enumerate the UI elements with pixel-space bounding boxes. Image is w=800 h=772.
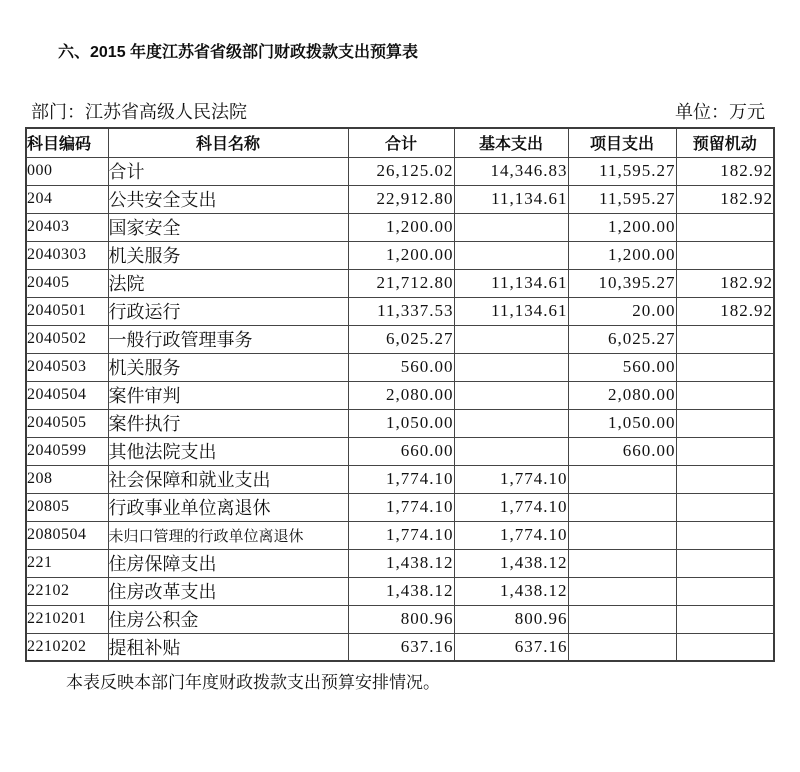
footnote: 本表反映本部门年度财政拨款支出预算安排情况。 xyxy=(66,673,440,692)
table-row xyxy=(26,185,774,213)
cell-basic: 11,134.61 xyxy=(454,269,568,297)
cell-code: 22102 xyxy=(26,577,108,605)
cell-reserve: 182.92 xyxy=(676,297,774,325)
table-row xyxy=(26,437,774,465)
table-row xyxy=(26,633,774,661)
table-row xyxy=(26,325,774,353)
cell-total: 660.00 xyxy=(348,437,454,465)
cell-project: 20.00 xyxy=(568,297,676,325)
cell-basic: 1,774.10 xyxy=(454,521,568,549)
table-row xyxy=(26,297,774,325)
cell-name: 国家安全 xyxy=(108,213,348,241)
column-header-code: 科目编码 xyxy=(26,128,108,157)
column-header-project: 项目支出 xyxy=(568,128,676,157)
cell-reserve xyxy=(676,493,774,521)
cell-reserve xyxy=(676,437,774,465)
cell-reserve xyxy=(676,605,774,633)
cell-total: 1,774.10 xyxy=(348,493,454,521)
cell-basic: 1,774.10 xyxy=(454,465,568,493)
cell-project xyxy=(568,549,676,577)
cell-project xyxy=(568,465,676,493)
budget-table xyxy=(25,127,775,662)
cell-reserve xyxy=(676,465,774,493)
cell-reserve xyxy=(676,549,774,577)
table-row xyxy=(26,157,774,185)
cell-project: 11,595.27 xyxy=(568,157,676,185)
cell-reserve xyxy=(676,633,774,661)
cell-project xyxy=(568,633,676,661)
cell-code: 2040599 xyxy=(26,437,108,465)
table-row xyxy=(26,521,774,549)
cell-code: 2080504 xyxy=(26,521,108,549)
cell-total: 6,025.27 xyxy=(348,325,454,353)
cell-project: 6,025.27 xyxy=(568,325,676,353)
cell-total: 1,200.00 xyxy=(348,213,454,241)
cell-code: 2040502 xyxy=(26,325,108,353)
cell-code: 208 xyxy=(26,465,108,493)
table-meta-row xyxy=(31,103,765,122)
cell-code: 2210201 xyxy=(26,605,108,633)
cell-basic: 11,134.61 xyxy=(454,185,568,213)
cell-reserve xyxy=(676,325,774,353)
cell-name: 机关服务 xyxy=(108,353,348,381)
cell-total: 2,080.00 xyxy=(348,381,454,409)
cell-name: 行政事业单位离退休 xyxy=(108,493,348,521)
cell-project: 560.00 xyxy=(568,353,676,381)
cell-reserve: 182.92 xyxy=(676,185,774,213)
table-row xyxy=(26,409,774,437)
table-row xyxy=(26,465,774,493)
cell-total: 637.16 xyxy=(348,633,454,661)
cell-total: 26,125.02 xyxy=(348,157,454,185)
cell-reserve xyxy=(676,241,774,269)
cell-reserve xyxy=(676,381,774,409)
unit-label: 单位：万元 xyxy=(675,102,765,122)
cell-code: 000 xyxy=(26,157,108,185)
cell-name: 提租补贴 xyxy=(108,633,348,661)
cell-basic: 1,774.10 xyxy=(454,493,568,521)
cell-project xyxy=(568,521,676,549)
document-page xyxy=(0,44,800,772)
cell-project xyxy=(568,493,676,521)
cell-reserve: 182.92 xyxy=(676,269,774,297)
cell-name: 行政运行 xyxy=(108,297,348,325)
cell-basic: 11,134.61 xyxy=(454,297,568,325)
cell-total: 1,774.10 xyxy=(348,465,454,493)
cell-basic xyxy=(454,437,568,465)
cell-basic xyxy=(454,241,568,269)
cell-name: 未归口管理的行政单位离退休 xyxy=(108,521,348,549)
table-row xyxy=(26,241,774,269)
cell-project: 11,595.27 xyxy=(568,185,676,213)
cell-name: 机关服务 xyxy=(108,241,348,269)
cell-name: 案件执行 xyxy=(108,409,348,437)
cell-basic xyxy=(454,213,568,241)
cell-code: 20405 xyxy=(26,269,108,297)
table-row xyxy=(26,549,774,577)
column-header-name: 科目名称 xyxy=(108,128,348,157)
cell-code: 2040303 xyxy=(26,241,108,269)
cell-total: 1,050.00 xyxy=(348,409,454,437)
cell-name: 其他法院支出 xyxy=(108,437,348,465)
cell-code: 221 xyxy=(26,549,108,577)
cell-reserve xyxy=(676,213,774,241)
cell-project: 2,080.00 xyxy=(568,381,676,409)
column-header-basic: 基本支出 xyxy=(454,128,568,157)
cell-project xyxy=(568,577,676,605)
cell-total: 560.00 xyxy=(348,353,454,381)
cell-name: 社会保障和就业支出 xyxy=(108,465,348,493)
table-header-row xyxy=(26,128,774,157)
cell-name: 法院 xyxy=(108,269,348,297)
cell-basic: 14,346.83 xyxy=(454,157,568,185)
column-header-reserve: 预留机动 xyxy=(676,128,774,157)
cell-basic xyxy=(454,381,568,409)
cell-code: 2040503 xyxy=(26,353,108,381)
cell-project xyxy=(568,605,676,633)
cell-code: 20805 xyxy=(26,493,108,521)
cell-name: 住房改革支出 xyxy=(108,577,348,605)
cell-total: 1,438.12 xyxy=(348,577,454,605)
cell-code: 204 xyxy=(26,185,108,213)
cell-code: 2210202 xyxy=(26,633,108,661)
cell-code: 2040501 xyxy=(26,297,108,325)
department-label: 部门：江苏省高级人民法院 xyxy=(31,102,247,122)
table-row xyxy=(26,577,774,605)
cell-reserve xyxy=(676,353,774,381)
cell-project: 10,395.27 xyxy=(568,269,676,297)
cell-name: 住房保障支出 xyxy=(108,549,348,577)
cell-name: 公共安全支出 xyxy=(108,185,348,213)
cell-name: 住房公积金 xyxy=(108,605,348,633)
cell-basic xyxy=(454,325,568,353)
cell-total: 22,912.80 xyxy=(348,185,454,213)
cell-total: 800.96 xyxy=(348,605,454,633)
table-row xyxy=(26,213,774,241)
cell-total: 11,337.53 xyxy=(348,297,454,325)
table-row xyxy=(26,493,774,521)
cell-total: 1,438.12 xyxy=(348,549,454,577)
cell-total: 21,712.80 xyxy=(348,269,454,297)
cell-total: 1,200.00 xyxy=(348,241,454,269)
cell-basic: 1,438.12 xyxy=(454,577,568,605)
cell-basic xyxy=(454,409,568,437)
cell-basic: 1,438.12 xyxy=(454,549,568,577)
cell-reserve xyxy=(676,521,774,549)
table-row xyxy=(26,605,774,633)
cell-name: 合计 xyxy=(108,157,348,185)
cell-name: 案件审判 xyxy=(108,381,348,409)
cell-basic: 800.96 xyxy=(454,605,568,633)
cell-reserve: 182.92 xyxy=(676,157,774,185)
column-header-total: 合计 xyxy=(348,128,454,157)
cell-total: 1,774.10 xyxy=(348,521,454,549)
table-row xyxy=(26,353,774,381)
cell-reserve xyxy=(676,409,774,437)
table-row xyxy=(26,269,774,297)
cell-reserve xyxy=(676,577,774,605)
cell-project: 1,050.00 xyxy=(568,409,676,437)
page-title: 六、2015 年度江苏省省级部门财政拨款支出预算表 xyxy=(58,44,419,61)
cell-project: 1,200.00 xyxy=(568,241,676,269)
cell-basic: 637.16 xyxy=(454,633,568,661)
cell-project: 1,200.00 xyxy=(568,213,676,241)
cell-code: 20403 xyxy=(26,213,108,241)
cell-code: 2040504 xyxy=(26,381,108,409)
table-row xyxy=(26,381,774,409)
cell-code: 2040505 xyxy=(26,409,108,437)
cell-project: 660.00 xyxy=(568,437,676,465)
cell-basic xyxy=(454,353,568,381)
cell-name: 一般行政管理事务 xyxy=(108,325,348,353)
